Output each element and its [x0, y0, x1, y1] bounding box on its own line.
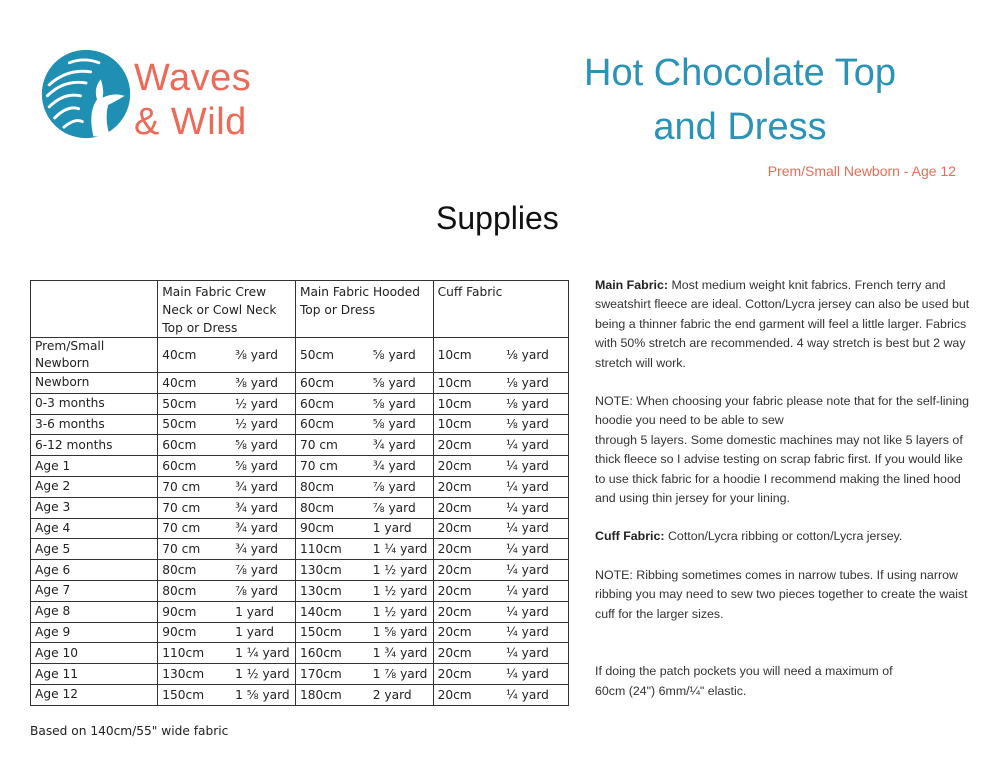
hooded-cm: 60cm	[295, 414, 368, 435]
size-label: Age 8	[31, 601, 158, 622]
hooded-yard: ⅝ yard	[369, 393, 433, 414]
hooded-cm: 70 cm	[295, 435, 368, 456]
fabric-notes	[595, 276, 975, 701]
table-row	[31, 643, 569, 664]
lining-note-line-2: through 5 layers. Some domestic machines may not like 5 layers of thick fleece so I advise testing on scrap fabric first. If you would like to use thick fabric for a hoodie I recommend making the lined hood and using thin jersey for your lining.	[595, 432, 963, 506]
cuff-cm: 20cm	[433, 476, 502, 497]
cuff-fabric-label: Cuff Fabric:	[595, 529, 665, 544]
cuff-yard: ¼ yard	[502, 664, 569, 685]
pattern-title-line-2: and Dress	[653, 106, 827, 148]
header-size	[31, 281, 158, 338]
cuff-cm: 20cm	[433, 560, 502, 581]
crew-yard: ¾ yard	[231, 476, 295, 497]
hooded-cm: 70 cm	[295, 456, 368, 477]
hooded-cm: 140cm	[295, 601, 368, 622]
hooded-cm: 50cm	[295, 338, 368, 373]
table-row	[31, 338, 569, 373]
hooded-yard: 1 ½ yard	[369, 580, 433, 601]
cuff-cm: 10cm	[433, 373, 502, 394]
cuff-yard: ¼ yard	[502, 456, 569, 477]
table-row	[31, 518, 569, 539]
cuff-cm: 20cm	[433, 456, 502, 477]
cuff-yard: ¼ yard	[502, 622, 569, 643]
crew-yard: ¾ yard	[231, 539, 295, 560]
size-label: Newborn	[31, 373, 158, 394]
hooded-yard: ⅝ yard	[369, 338, 433, 373]
hooded-yard: ⅞ yard	[369, 476, 433, 497]
cuff-cm: 10cm	[433, 338, 502, 373]
section-title: Supplies	[436, 200, 559, 236]
crew-cm: 70 cm	[158, 539, 231, 560]
table-row	[31, 393, 569, 414]
crew-cm: 70 cm	[158, 518, 231, 539]
pattern-title	[530, 46, 950, 154]
crew-cm: 50cm	[158, 393, 231, 414]
hooded-yard: ⅝ yard	[369, 414, 433, 435]
size-label: Age 2	[31, 476, 158, 497]
crew-cm: 90cm	[158, 622, 231, 643]
cuff-cm: 10cm	[433, 393, 502, 414]
cuff-yard: ⅛ yard	[502, 414, 569, 435]
crew-yard: 1 ⅝ yard	[231, 684, 295, 705]
table-row	[31, 497, 569, 518]
cuff-yard: ¼ yard	[502, 580, 569, 601]
size-label: Prem/Small Newborn	[31, 338, 158, 373]
crew-cm: 110cm	[158, 643, 231, 664]
size-label: Age 7	[31, 580, 158, 601]
cuff-cm: 10cm	[433, 414, 502, 435]
hooded-yard: 1 yard	[369, 518, 433, 539]
size-label: Age 3	[31, 497, 158, 518]
table-row	[31, 684, 569, 705]
size-label: 3-6 months	[31, 414, 158, 435]
cuff-yard: ⅛ yard	[502, 393, 569, 414]
hooded-yard: ¾ yard	[369, 435, 433, 456]
crew-cm: 40cm	[158, 373, 231, 394]
hooded-yard: 1 ⅞ yard	[369, 664, 433, 685]
main-fabric-label: Main Fabric:	[595, 278, 668, 292]
hooded-cm: 150cm	[295, 622, 368, 643]
crew-yard: ⅞ yard	[231, 580, 295, 601]
size-label: Age 6	[31, 560, 158, 581]
cuff-cm: 20cm	[433, 497, 502, 518]
size-label: Age 10	[31, 643, 158, 664]
hooded-cm: 180cm	[295, 684, 368, 705]
hooded-yard: ⅝ yard	[369, 373, 433, 394]
supplies-table	[30, 280, 569, 706]
table-row	[31, 373, 569, 394]
crew-cm: 70 cm	[158, 497, 231, 518]
table-header-row	[31, 281, 569, 338]
crew-yard: ¾ yard	[231, 497, 295, 518]
cuff-yard: ¼ yard	[502, 560, 569, 581]
size-range: Prem/Small Newborn - Age 12	[767, 163, 956, 179]
cuff-yard: ¼ yard	[502, 497, 569, 518]
crew-cm: 40cm	[158, 338, 231, 373]
crew-yard: ⅝ yard	[231, 435, 295, 456]
crew-cm: 50cm	[158, 414, 231, 435]
hooded-yard: ⅞ yard	[369, 497, 433, 518]
hooded-yard: 2 yard	[369, 684, 433, 705]
table-row	[31, 560, 569, 581]
lining-note	[595, 392, 975, 508]
crew-yard: ⅜ yard	[231, 373, 295, 394]
cuff-cm: 20cm	[433, 622, 502, 643]
hooded-yard: 1 ¾ yard	[369, 643, 433, 664]
crew-yard: ⅞ yard	[231, 560, 295, 581]
brand-line-2: & Wild	[134, 101, 247, 143]
cuff-cm: 20cm	[433, 664, 502, 685]
hooded-cm: 60cm	[295, 373, 368, 394]
brand-line-1: Waves	[134, 57, 252, 99]
size-label: 0-3 months	[31, 393, 158, 414]
cuff-yard: ¼ yard	[502, 539, 569, 560]
size-label: 6-12 months	[31, 435, 158, 456]
hooded-cm: 80cm	[295, 476, 368, 497]
crew-yard: 1 ½ yard	[231, 664, 295, 685]
crew-yard: ½ yard	[231, 393, 295, 414]
main-fabric-note	[595, 276, 975, 373]
header-main-fabric-hooded: Main Fabric Hooded Top or Dress	[295, 281, 433, 338]
crew-yard: 1 yard	[231, 601, 295, 622]
cuff-cm: 20cm	[433, 684, 502, 705]
hooded-yard: 1 ½ yard	[369, 560, 433, 581]
cuff-yard: ⅛ yard	[502, 373, 569, 394]
size-label: Age 9	[31, 622, 158, 643]
cuff-fabric-text: Cotton/Lycra ribbing or cotton/Lycra jersey.	[667, 529, 903, 544]
cuff-cm: 20cm	[433, 539, 502, 560]
cuff-yard: ¼ yard	[502, 476, 569, 497]
crew-yard: ¾ yard	[231, 518, 295, 539]
fabric-width-footnote: Based on 140cm/55" wide fabric	[30, 724, 229, 738]
cuff-yard: ¼ yard	[502, 601, 569, 622]
table-row	[31, 476, 569, 497]
crew-cm: 90cm	[158, 601, 231, 622]
cuff-yard: ⅛ yard	[502, 338, 569, 373]
hooded-cm: 90cm	[295, 518, 368, 539]
header-cuff-fabric: Cuff Fabric	[433, 281, 568, 338]
lining-note-line-1: NOTE: When choosing your fabric please note that for the self-lining hoodie you need to be able to sew	[595, 394, 969, 428]
table-row	[31, 435, 569, 456]
cuff-fabric-note	[595, 527, 975, 546]
hooded-cm: 160cm	[295, 643, 368, 664]
crew-yard: ⅜ yard	[231, 338, 295, 373]
cuff-yard: ¼ yard	[502, 643, 569, 664]
cuff-cm: 20cm	[433, 580, 502, 601]
hooded-yard: 1 ¼ yard	[369, 539, 433, 560]
crew-yard: ½ yard	[231, 414, 295, 435]
crew-cm: 80cm	[158, 580, 231, 601]
table-row	[31, 414, 569, 435]
cuff-yard: ¼ yard	[502, 518, 569, 539]
cuff-yard: ¼ yard	[502, 435, 569, 456]
hooded-yard: 1 ⅝ yard	[369, 622, 433, 643]
pockets-note: If doing the patch pockets you will need a maximum of 60cm (24") 6mm/¼" elastic.	[595, 664, 893, 698]
hooded-cm: 130cm	[295, 580, 368, 601]
size-label: Age 5	[31, 539, 158, 560]
table-row	[31, 539, 569, 560]
table-row	[31, 456, 569, 477]
crew-cm: 60cm	[158, 435, 231, 456]
crew-cm: 130cm	[158, 664, 231, 685]
table-row	[31, 580, 569, 601]
crew-yard: 1 ¼ yard	[231, 643, 295, 664]
size-label: Age 4	[31, 518, 158, 539]
table-body	[31, 338, 569, 706]
cuff-cm: 20cm	[433, 518, 502, 539]
crew-cm: 150cm	[158, 684, 231, 705]
hooded-yard: ¾ yard	[369, 456, 433, 477]
table-row	[31, 622, 569, 643]
hooded-cm: 80cm	[295, 497, 368, 518]
table-row	[31, 664, 569, 685]
pattern-title-line-1: Hot Chocolate Top	[584, 52, 896, 94]
crew-cm: 70 cm	[158, 476, 231, 497]
size-label: Age 11	[31, 664, 158, 685]
main-fabric-text: Most medium weight knit fabrics. French terry and sweatshirt fleece are ideal. Cotton/Lycra jersey can also be used but being a thinner fabric the end garment will feel a little larger. Fabrics with 50% stretch are recommended. 4 way stretch is best but 2 way stretch will work.	[595, 278, 970, 370]
hooded-cm: 130cm	[295, 560, 368, 581]
table-row	[31, 601, 569, 622]
cuff-cm: 20cm	[433, 601, 502, 622]
header-main-fabric-crew: Main Fabric Crew Neck or Cowl Neck Top or Dress	[158, 281, 296, 338]
brand-name	[134, 56, 251, 144]
ribbing-note: NOTE: Ribbing sometimes comes in narrow tubes. If using narrow ribbing you may need to sew two pieces together to create the waist cuff for the larger sizes.	[595, 567, 968, 621]
size-label: Age 1	[31, 456, 158, 477]
hooded-cm: 110cm	[295, 539, 368, 560]
hooded-cm: 170cm	[295, 664, 368, 685]
cuff-yard: ¼ yard	[502, 684, 569, 705]
cuff-cm: 20cm	[433, 643, 502, 664]
crew-cm: 80cm	[158, 560, 231, 581]
hooded-yard: 1 ½ yard	[369, 601, 433, 622]
hooded-cm: 60cm	[295, 393, 368, 414]
crew-yard: ⅝ yard	[231, 456, 295, 477]
crew-cm: 60cm	[158, 456, 231, 477]
waves-and-wild-logo	[40, 48, 132, 140]
crew-yard: 1 yard	[231, 622, 295, 643]
cuff-cm: 20cm	[433, 435, 502, 456]
size-label: Age 12	[31, 684, 158, 705]
